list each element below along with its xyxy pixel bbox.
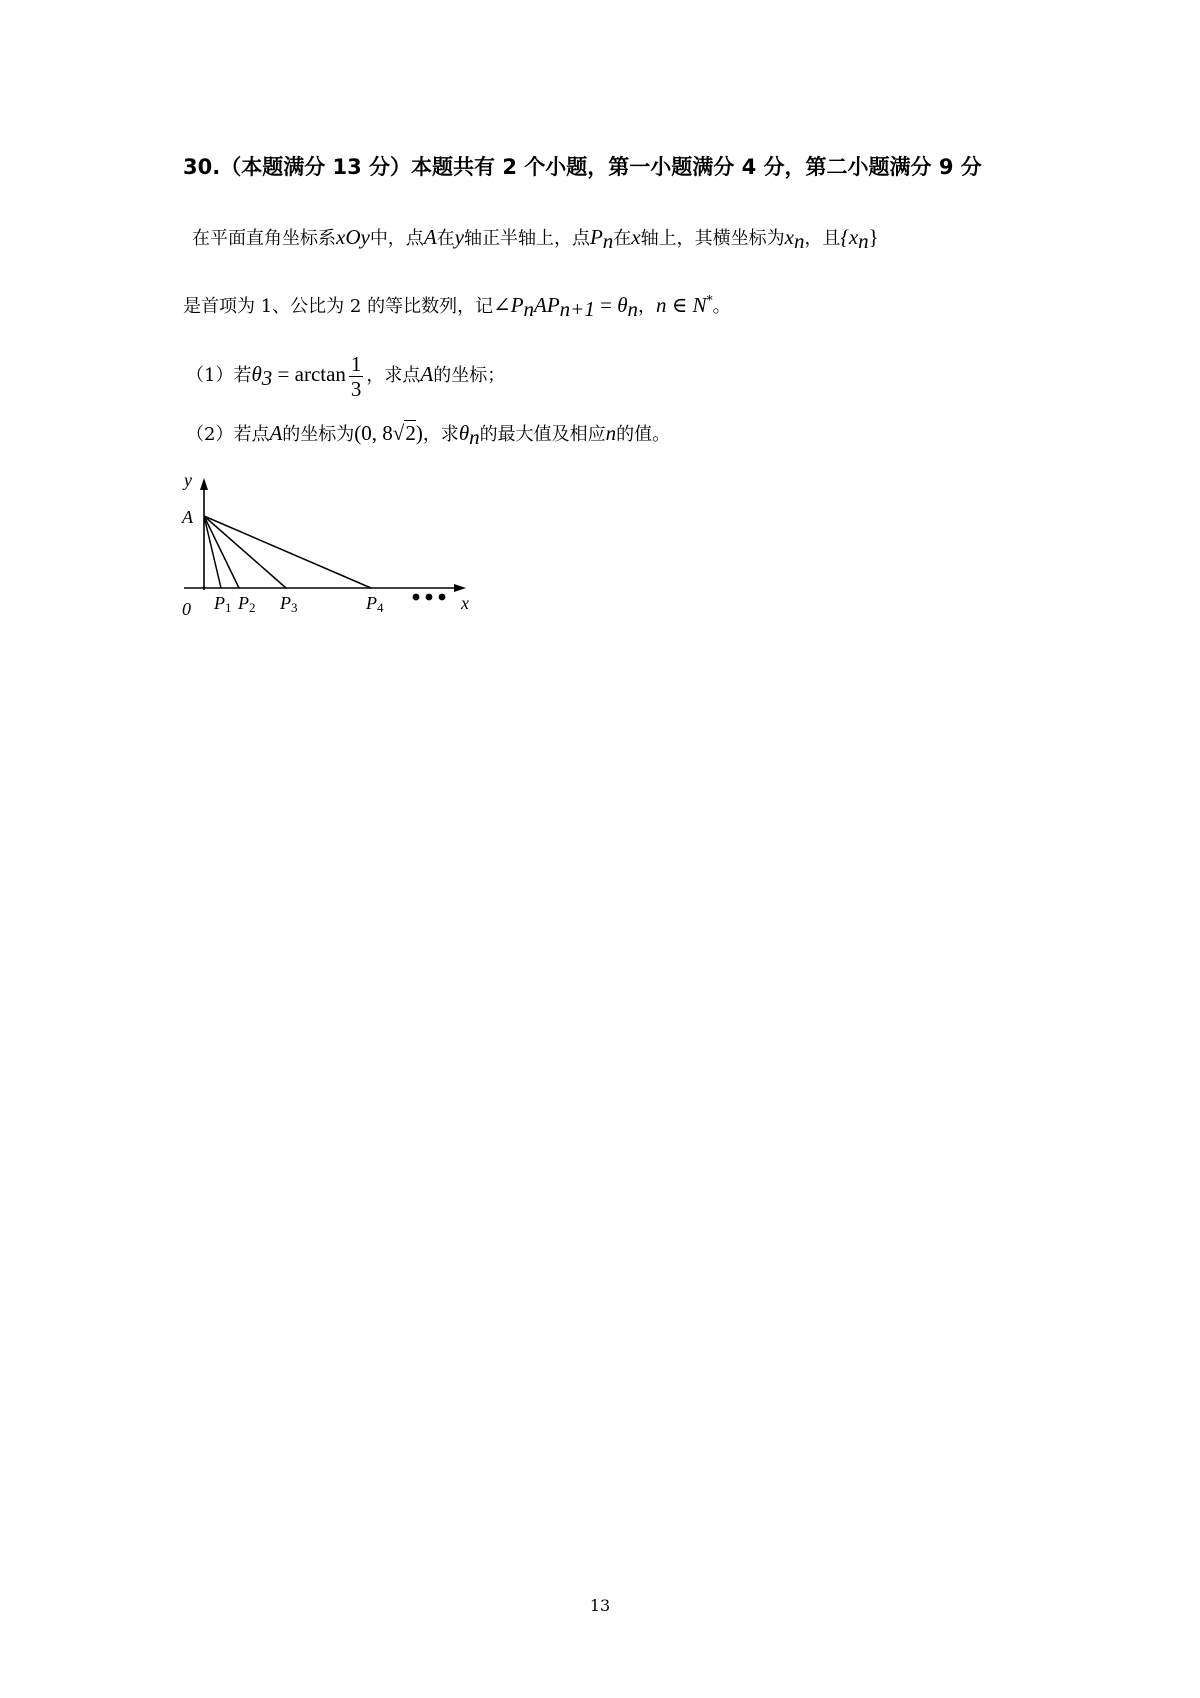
- page-number: 13: [589, 1596, 611, 1615]
- sub-n: n: [523, 297, 535, 321]
- var-xn: x: [784, 225, 794, 249]
- var-A: A: [420, 362, 434, 386]
- text: 在平面直角坐标系: [192, 228, 336, 249]
- sub-n: n: [858, 229, 869, 253]
- var-n: n: [605, 421, 617, 445]
- P-letter: P: [280, 593, 291, 613]
- text: 是首项为 1、公比为 2 的等比数列，记: [183, 296, 494, 317]
- P-sub: 2: [249, 600, 256, 615]
- text: ，且: [804, 228, 841, 249]
- text: 的坐标；: [433, 365, 506, 386]
- text: （2）若点: [186, 424, 270, 445]
- problem-heading: 30.（本题满分 13 分）本题共有 2 个小题，第一小题满分 4 分，第二小题满分 9 分: [183, 155, 982, 179]
- var-A: A: [269, 421, 283, 445]
- sub-3: 3: [261, 366, 273, 390]
- var-y: y: [454, 225, 464, 249]
- var-x: x: [631, 225, 641, 249]
- problem-line-2: [183, 290, 731, 322]
- ellipsis-dot: [426, 594, 433, 601]
- segment-A-P2: [204, 516, 239, 588]
- text: ，求: [422, 424, 459, 445]
- var-P: P: [589, 225, 603, 249]
- sup-star: *: [706, 293, 713, 307]
- sub-n: n: [602, 229, 614, 253]
- problem-part-1: [186, 346, 505, 404]
- sub-n-plus-1: n+1: [559, 297, 595, 321]
- P-letter: P: [214, 593, 225, 613]
- equals-arctan: = arctan: [272, 362, 346, 386]
- var-xOy: xOy: [336, 225, 370, 249]
- P-sub: 1: [225, 600, 232, 615]
- problem-line-1: [192, 222, 879, 254]
- n-in-N: n ∈ N: [656, 293, 707, 317]
- text: 的坐标为: [282, 424, 355, 445]
- var-P: P: [510, 293, 524, 317]
- y-axis-arrow: [200, 478, 208, 490]
- text: ，求点: [366, 365, 421, 386]
- sub-n: n: [469, 425, 480, 449]
- var-theta: θ: [458, 421, 470, 445]
- text: 轴正半轴上，点: [463, 228, 590, 249]
- text: 的值。: [616, 424, 671, 445]
- angle-symbol: ∠: [493, 293, 511, 317]
- text: 轴上，其横坐标为: [640, 228, 785, 249]
- text: （1）若: [186, 365, 252, 386]
- coordinate-figure: [176, 468, 486, 628]
- denominator: 3: [350, 376, 362, 401]
- numerator: 1: [350, 351, 362, 376]
- var-AP: AP: [534, 293, 560, 317]
- var-A: A: [423, 225, 437, 249]
- coord-close: ): [415, 421, 423, 445]
- problem-part-2: [186, 418, 670, 450]
- sub-n: n: [793, 229, 805, 253]
- P-letter: P: [238, 593, 249, 613]
- var-theta: θ: [617, 293, 628, 317]
- text: 在: [613, 228, 632, 249]
- label-P4: [365, 593, 384, 615]
- P-sub: 3: [291, 600, 298, 615]
- sub-n: n: [627, 297, 639, 321]
- set-xn: {x: [840, 225, 859, 249]
- ellipsis-dot: [413, 594, 420, 601]
- segment-A-P3: [204, 516, 286, 588]
- text: 的最大值及相应: [479, 424, 606, 445]
- text: 中，点: [369, 228, 424, 249]
- fraction-one-third: [349, 352, 364, 401]
- ellipsis-dot: [439, 594, 446, 601]
- sqrt-symbol: √: [392, 421, 405, 445]
- label-A: A: [182, 507, 193, 527]
- text: ，: [638, 296, 657, 317]
- label-y: y: [184, 470, 192, 490]
- label-P3: [279, 593, 298, 615]
- P-letter: P: [366, 593, 377, 613]
- set-close: }: [868, 225, 879, 249]
- x-axis-arrow: [454, 584, 466, 592]
- text: 在: [436, 228, 455, 249]
- label-x: x: [461, 593, 469, 613]
- label-origin: 0: [182, 599, 191, 619]
- sqrt-argument: 2: [405, 421, 416, 445]
- label-P1: [213, 593, 232, 615]
- segment-A-P4: [204, 516, 371, 588]
- P-sub: 4: [377, 600, 384, 615]
- text: 。: [712, 296, 731, 317]
- coord-open: (0, 8: [354, 421, 393, 445]
- label-P2: [237, 593, 256, 615]
- equals: =: [594, 293, 618, 317]
- segment-A-P1: [204, 516, 221, 588]
- var-theta: θ: [251, 362, 262, 386]
